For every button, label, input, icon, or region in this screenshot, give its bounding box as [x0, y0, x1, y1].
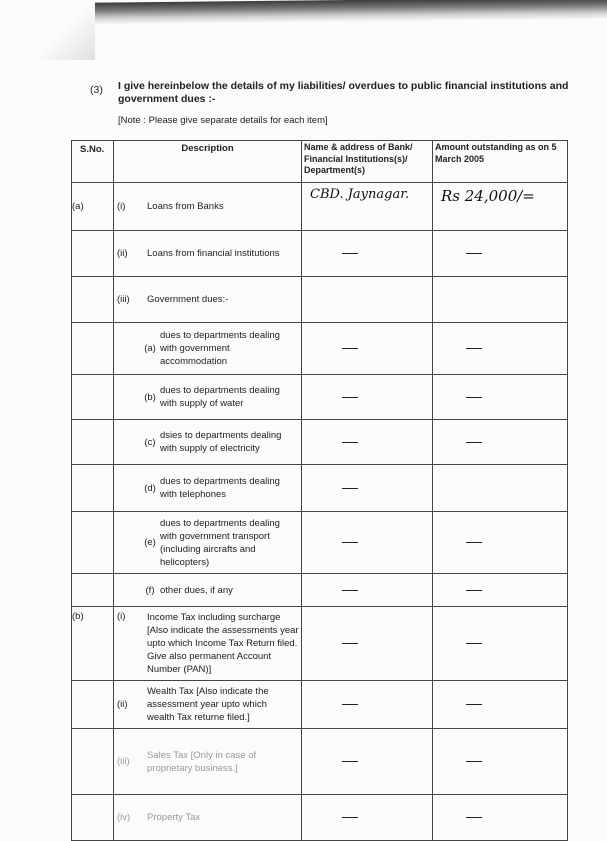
row-roman-numeral: (iii) [117, 756, 130, 767]
row-description-cell [114, 795, 302, 841]
scan-shadow-left [0, 0, 95, 60]
row-description-cell [114, 607, 302, 681]
row-name-cell [302, 729, 433, 795]
row-sub-letter: (b) [144, 391, 156, 403]
row-amount-cell [433, 795, 568, 841]
row-description: Income Tax including surcharge [Also indicate the assessments year upto which Income Tax Return filed. Give also permanent Account Number (PAN)] [147, 612, 299, 675]
row-name-cell [302, 795, 433, 841]
row-name-dash [342, 643, 358, 644]
row-amount-cell [433, 323, 568, 375]
row-description: Loans from financial institutions [147, 248, 280, 259]
row-name-dash [342, 704, 358, 705]
row-name-cell [302, 183, 433, 231]
table-row [72, 277, 568, 323]
row-sno: (b) [72, 607, 114, 681]
row-name-dash [342, 542, 358, 543]
row-description: Wealth Tax [Also indicate the assessment year upto which wealth Tax returne filed.] [147, 686, 269, 723]
table-row [72, 729, 568, 795]
row-sno [72, 231, 114, 277]
header-name-address: Name & address of Bank/ Financial Institutions(s)/ Department(s) [302, 141, 433, 183]
row-amount-cell [433, 277, 568, 323]
row-sno [72, 277, 114, 323]
row-amount-dash [466, 761, 482, 762]
table-row [72, 607, 568, 681]
header-sno: S.No. [72, 141, 114, 183]
table-row [72, 231, 568, 277]
row-sno [72, 681, 114, 729]
row-sno [72, 323, 114, 375]
row-description-cell [114, 420, 302, 465]
table-row [72, 420, 568, 465]
row-amount-cell [433, 607, 568, 681]
row-description-cell [114, 375, 302, 420]
header-description: Description [114, 141, 302, 183]
row-name-cell [302, 323, 433, 375]
row-roman-numeral: (iv) [117, 812, 131, 823]
table-header-row [72, 141, 568, 183]
row-sub-letter: (a) [144, 343, 156, 354]
table-row [72, 465, 568, 512]
row-amount-cell [433, 231, 568, 277]
row-sno [72, 795, 114, 841]
row-roman-numeral: (i) [117, 611, 126, 622]
row-sub-letter: (e) [144, 537, 156, 548]
row-roman-numeral: (iii) [117, 294, 130, 305]
row-name: CBD. Jaynagar. [310, 187, 410, 202]
row-amount-dash [466, 253, 482, 254]
section-title: I give hereinbelow the details of my liabilities/ overdues to public financial institutions and government dues :- [118, 80, 569, 105]
row-description-cell [114, 574, 302, 607]
row-amount-cell [433, 512, 568, 574]
table-row [72, 574, 568, 607]
scan-edge-top [95, 0, 607, 25]
row-name-dash [342, 761, 358, 762]
header-amount: Amount outstanding as on 5 March 2005 [433, 141, 568, 183]
row-name-cell [302, 681, 433, 729]
row-sno [72, 420, 114, 465]
row-name-cell [302, 465, 433, 512]
row-sno [72, 512, 114, 574]
row-amount-dash [466, 542, 482, 543]
row-amount-dash [466, 643, 482, 644]
row-name-cell [302, 512, 433, 574]
row-sno [72, 574, 114, 607]
row-name-dash [342, 397, 358, 398]
row-description: Government dues:- [147, 294, 229, 305]
row-description-cell [114, 512, 302, 574]
row-description: dues to departments dealing with telephones [160, 476, 280, 500]
row-amount-dash [466, 348, 482, 349]
table-row [72, 183, 568, 231]
section-note: [Note : Please give separate details for each item] [118, 115, 328, 126]
row-description: Property Tax [147, 812, 201, 823]
row-name-cell [302, 574, 433, 607]
row-description-cell [114, 465, 302, 512]
row-roman-numeral: (ii) [117, 699, 128, 710]
row-name-dash [342, 348, 358, 349]
row-sub-letter: (f) [145, 584, 155, 596]
row-amount-cell [433, 681, 568, 729]
table-row [72, 323, 568, 375]
row-description: other dues, if any [160, 584, 233, 596]
table-row [72, 512, 568, 574]
row-amount-cell [433, 574, 568, 607]
row-name-cell [302, 375, 433, 420]
row-description: dues to departments dealing with government accommodation [160, 330, 280, 367]
row-sno: (a) [72, 183, 114, 231]
row-description-cell [114, 681, 302, 729]
row-amount-dash [466, 442, 482, 443]
liabilities-table [71, 140, 568, 841]
row-amount-cell [433, 465, 568, 512]
row-sno [72, 375, 114, 420]
row-name-dash [342, 253, 358, 254]
row-sub-letter: (d) [144, 482, 156, 494]
table-row [72, 795, 568, 841]
row-name-cell [302, 231, 433, 277]
row-sub-letter: (c) [144, 436, 156, 448]
row-description: Loans from Banks [147, 201, 224, 212]
row-amount-dash [466, 590, 482, 591]
row-roman-numeral: (i) [117, 201, 126, 212]
row-description: dues to departments dealing with government transport (including aircrafts and helicopters) [160, 517, 280, 568]
row-name-dash [342, 442, 358, 443]
row-name-cell [302, 420, 433, 465]
row-amount-dash [466, 817, 482, 818]
row-description-cell [114, 231, 302, 277]
row-name-cell [302, 607, 433, 681]
row-amount-cell [433, 729, 568, 795]
row-description-cell [114, 323, 302, 375]
section-number: (3) [90, 84, 103, 96]
row-amount-cell [433, 183, 568, 231]
row-sno [72, 729, 114, 795]
row-description-cell [114, 729, 302, 795]
row-description: Sales Tax [Only in case of proprietary business.] [147, 749, 257, 774]
row-amount: Rs 24,000/= [441, 187, 535, 205]
row-description-cell [114, 183, 302, 231]
table-row [72, 681, 568, 729]
row-sno [72, 465, 114, 512]
row-description: dsies to departments dealing with supply of electricity [160, 430, 282, 454]
row-roman-numeral: (ii) [117, 248, 128, 259]
row-description: dues to departments dealing with supply of water [160, 385, 280, 409]
row-description-cell [114, 277, 302, 323]
row-name-dash [342, 488, 358, 489]
row-name-dash [342, 590, 358, 591]
table-row [72, 375, 568, 420]
row-amount-dash [466, 397, 482, 398]
row-amount-cell [433, 420, 568, 465]
row-amount-cell [433, 375, 568, 420]
row-name-dash [342, 817, 358, 818]
row-amount-dash [466, 704, 482, 705]
row-name-cell [302, 277, 433, 323]
